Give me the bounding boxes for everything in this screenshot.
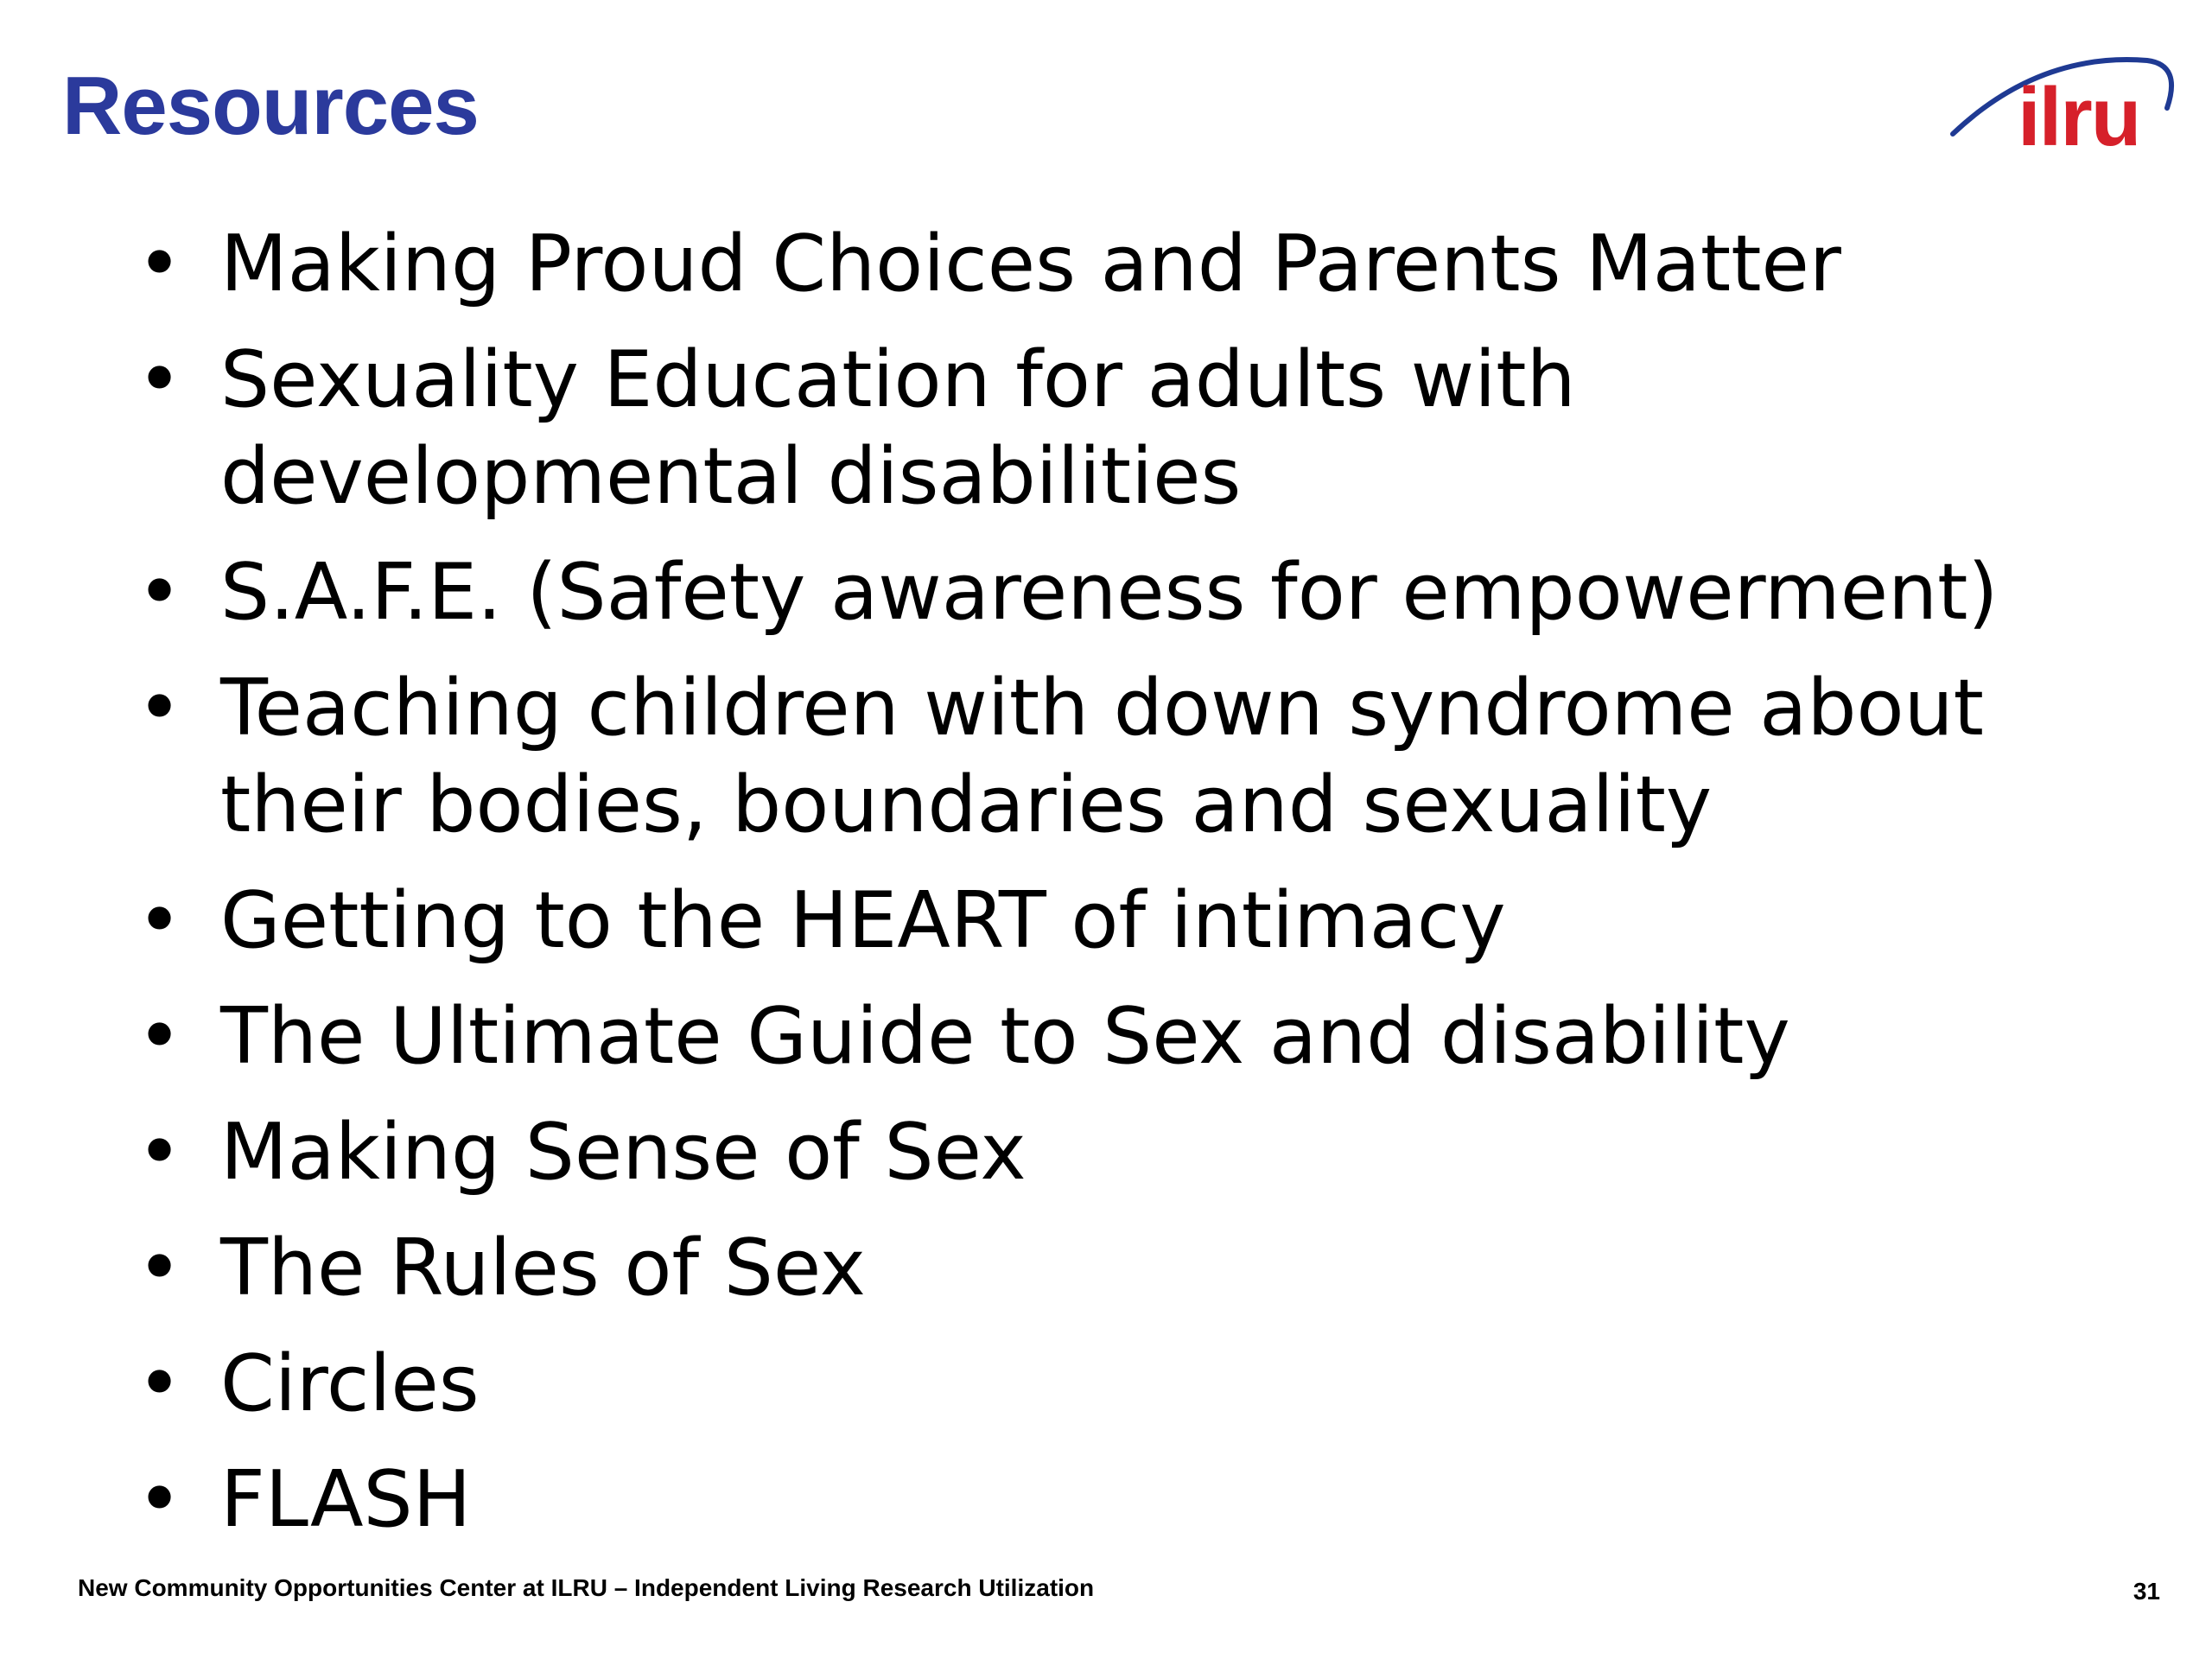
list-item-text: Making Sense of Sex	[220, 1107, 1027, 1198]
list-item-text: S.A.F.E. (Safety awareness for empowerment)	[220, 547, 1999, 638]
list-item	[130, 988, 2117, 1085]
bullet-icon: •	[137, 991, 183, 1082]
list-item-text: FLASH	[220, 1454, 472, 1545]
slide-title: Resources	[62, 60, 479, 152]
list-item-text: Sexuality Education for adults with developmental disabilities	[220, 334, 1576, 522]
bullet-icon: •	[137, 219, 183, 309]
bullet-icon: •	[137, 1338, 183, 1429]
list-item	[130, 1104, 2117, 1201]
resource-list	[130, 216, 2117, 1567]
list-item	[130, 873, 2117, 969]
footer-text: New Community Opportunities Center at ILRU – Independent Living Research Utilization	[78, 1574, 1095, 1601]
bullet-icon: •	[137, 334, 183, 425]
list-item	[130, 332, 2117, 525]
list-item-text: The Ultimate Guide to Sex and disability	[220, 991, 1790, 1082]
logo-text: ilru	[2018, 71, 2140, 163]
list-item-text: Teaching children with down syndrome about their bodies, boundaries and sexuality	[220, 663, 1984, 850]
list-item-text: The Rules of Sex	[220, 1223, 866, 1313]
list-item	[130, 216, 2117, 313]
bullet-icon: •	[137, 1454, 183, 1545]
list-item-text: Getting to the HEART of intimacy	[220, 875, 1506, 966]
list-item-text: Making Proud Choices and Parents Matter	[220, 219, 1841, 309]
list-item	[130, 660, 2117, 854]
ilru-logo	[1936, 35, 2177, 164]
list-item	[130, 1336, 2117, 1433]
list-item	[130, 544, 2117, 641]
bullet-icon: •	[137, 547, 183, 638]
bullet-icon: •	[137, 1223, 183, 1313]
bullet-icon: •	[137, 875, 183, 966]
page-number: 31	[2133, 1578, 2160, 1605]
list-item	[130, 1452, 2117, 1548]
list-item-text: Circles	[220, 1338, 480, 1429]
bullet-icon: •	[137, 663, 183, 753]
list-item	[130, 1220, 2117, 1317]
bullet-icon: •	[137, 1107, 183, 1198]
